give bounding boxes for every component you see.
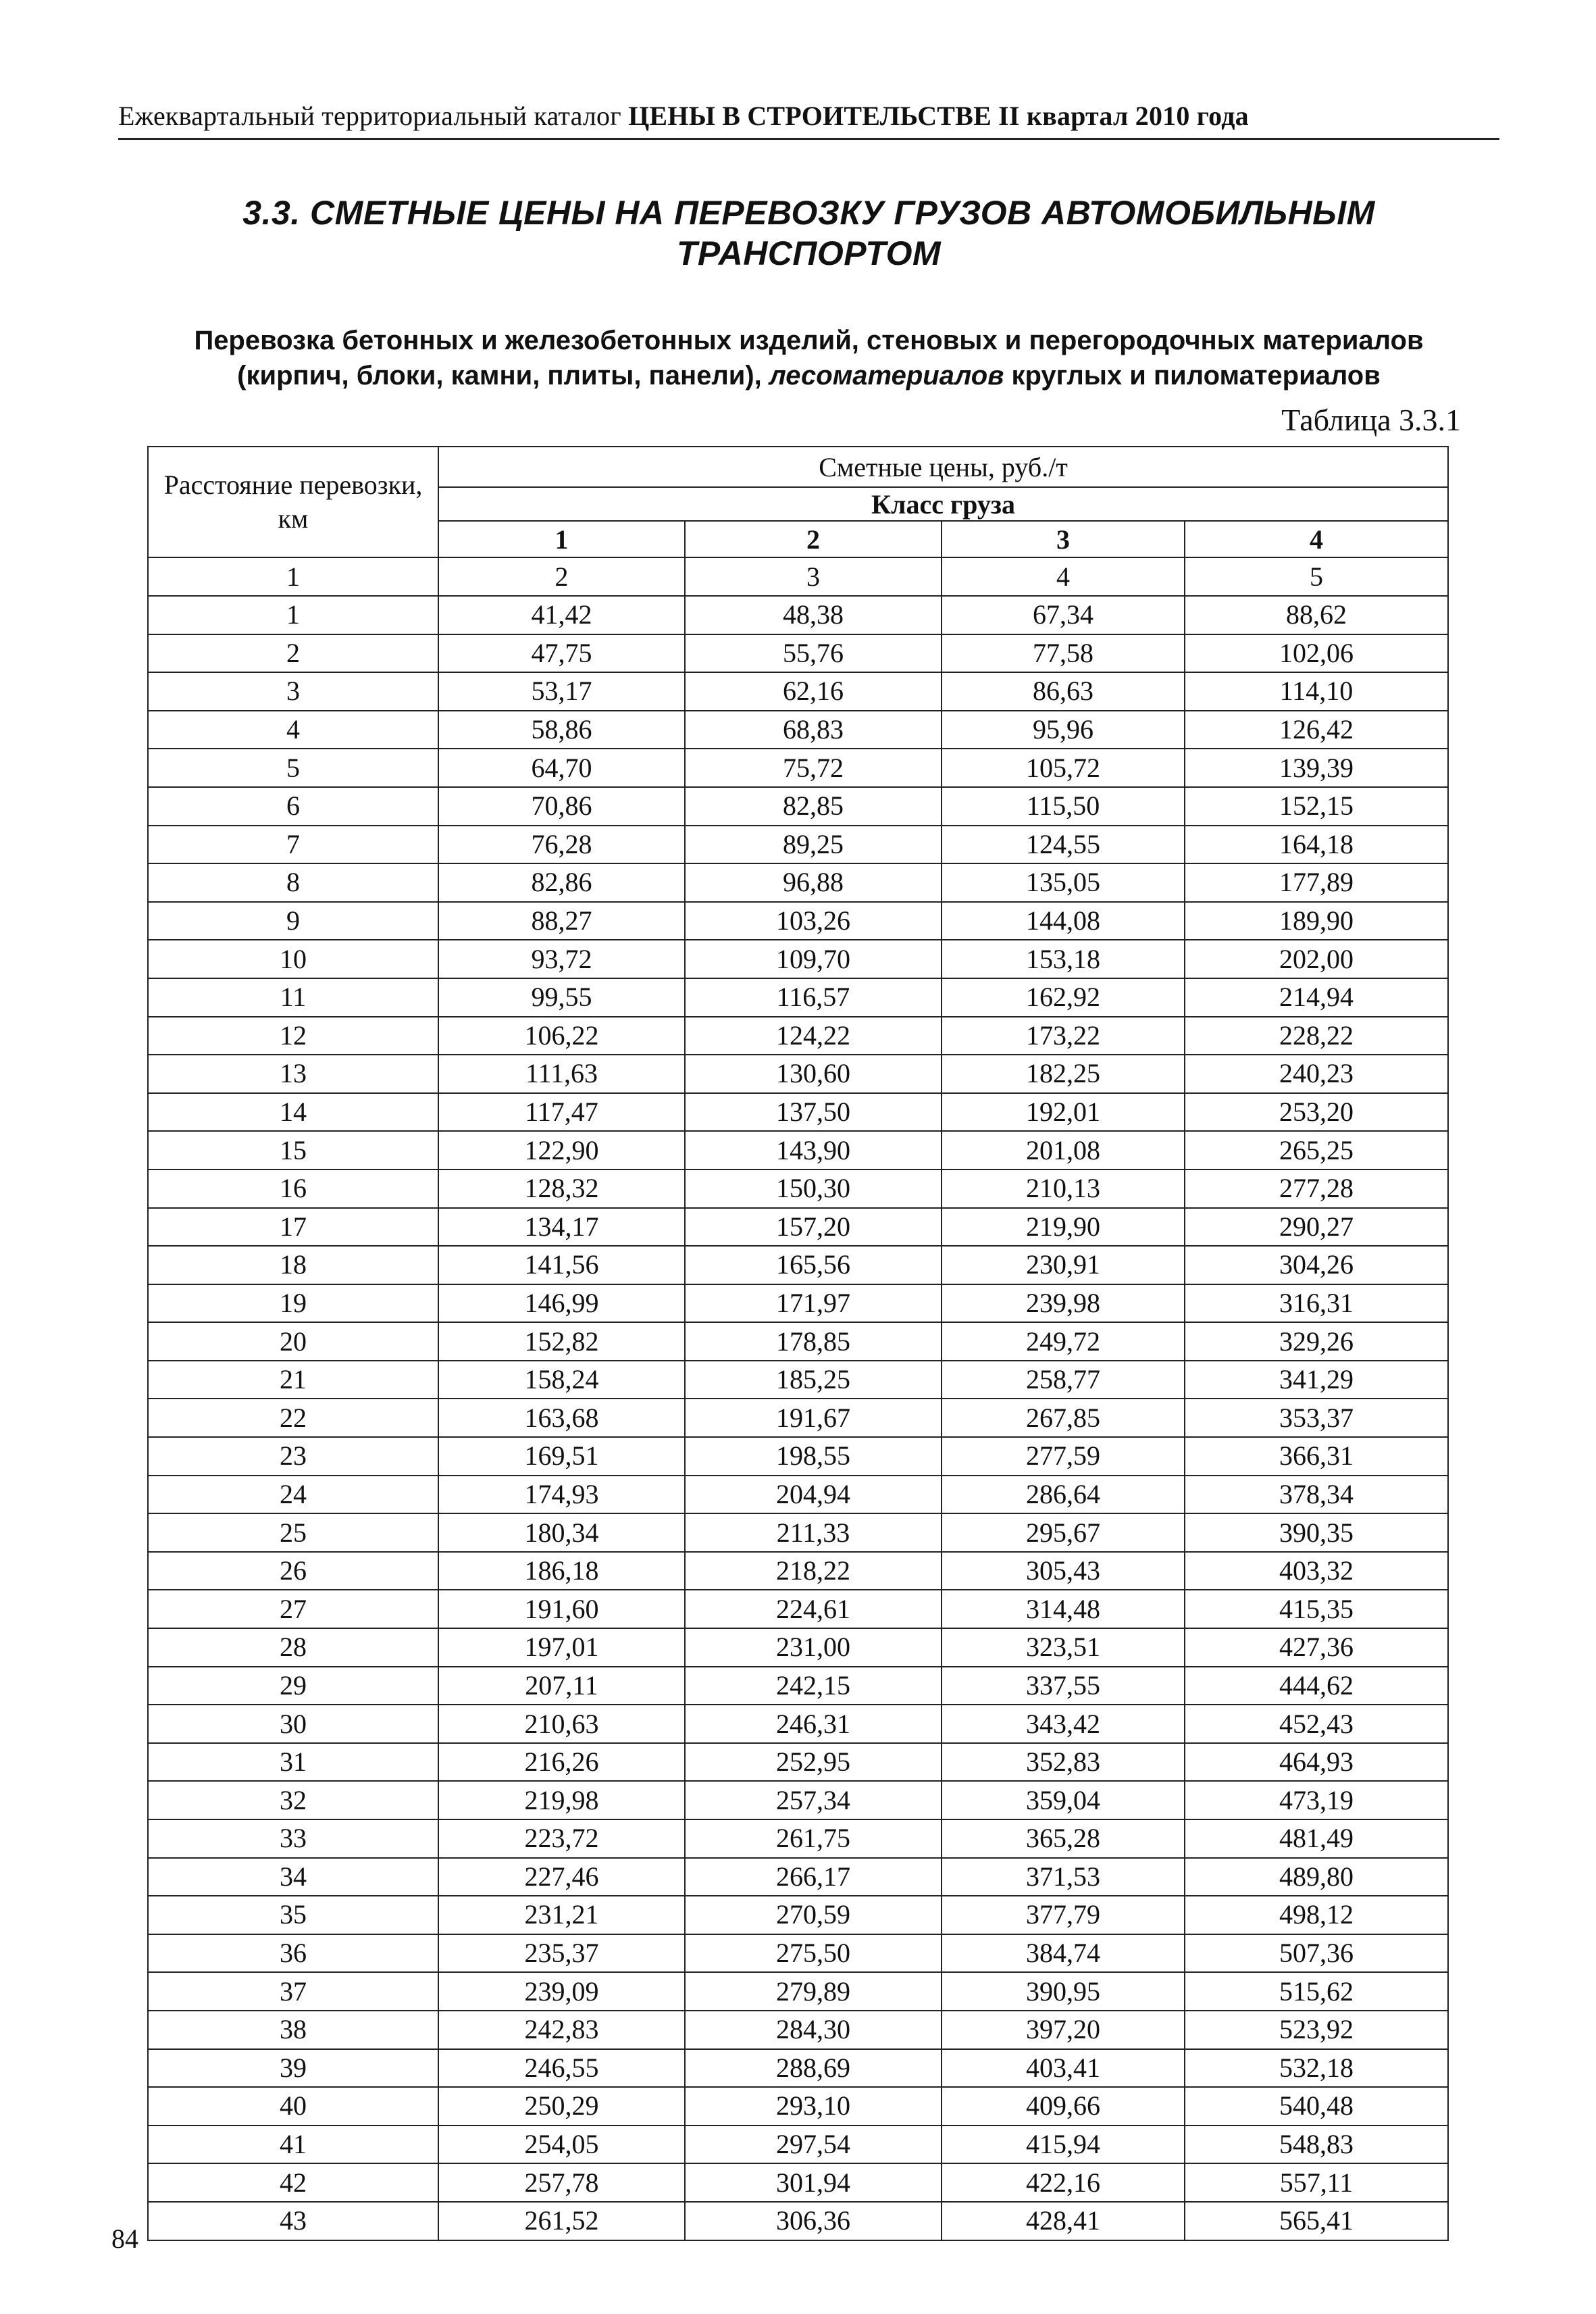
class3-price-cell: 371,53 xyxy=(942,1858,1185,1896)
table-row xyxy=(148,2011,1448,2049)
distance-cell: 3 xyxy=(148,672,438,711)
class1-price-cell: 223,72 xyxy=(438,1819,685,1858)
column-number-row xyxy=(148,557,1448,596)
column-number: 2 xyxy=(438,557,685,596)
subtitle-line2-c: круглых и пиломатериалов xyxy=(1011,361,1381,391)
class3-price-cell: 286,64 xyxy=(942,1476,1185,1514)
class4-price-cell: 88,62 xyxy=(1185,596,1448,634)
header-prefix: Ежеквартальный территориальный каталог xyxy=(118,101,621,131)
class4-price-cell: 498,12 xyxy=(1185,1896,1448,1934)
table-row xyxy=(148,1934,1448,1973)
class3-price-cell: 258,77 xyxy=(942,1361,1185,1399)
class4-price-cell: 277,28 xyxy=(1185,1169,1448,1208)
class4-price-cell: 265,25 xyxy=(1185,1131,1448,1169)
distance-cell: 8 xyxy=(148,863,438,902)
distance-cell: 13 xyxy=(148,1055,438,1093)
table-row xyxy=(148,2126,1448,2164)
class2-price-cell: 157,20 xyxy=(685,1208,942,1247)
class1-price-cell: 58,86 xyxy=(438,711,685,749)
distance-cell: 32 xyxy=(148,1781,438,1819)
class-column-3: 3 xyxy=(942,521,1185,557)
class1-price-cell: 180,34 xyxy=(438,1513,685,1552)
class1-price-cell: 246,55 xyxy=(438,2049,685,2088)
class2-price-cell: 257,34 xyxy=(685,1781,942,1819)
distance-cell: 39 xyxy=(148,2049,438,2088)
table-row xyxy=(148,596,1448,634)
distance-cell: 22 xyxy=(148,1399,438,1437)
table-row xyxy=(148,1322,1448,1361)
class1-price-cell: 146,99 xyxy=(438,1284,685,1323)
class1-price-cell: 152,82 xyxy=(438,1322,685,1361)
class3-price-cell: 95,96 xyxy=(942,711,1185,749)
distance-cell: 31 xyxy=(148,1743,438,1782)
class3-price-cell: 144,08 xyxy=(942,902,1185,940)
class3-price-cell: 77,58 xyxy=(942,634,1185,673)
distance-cell: 37 xyxy=(148,1972,438,2011)
distance-cell: 33 xyxy=(148,1819,438,1858)
class2-price-cell: 75,72 xyxy=(685,749,942,787)
class1-price-cell: 219,98 xyxy=(438,1781,685,1819)
class3-price-cell: 422,16 xyxy=(942,2163,1185,2202)
class4-price-cell: 102,06 xyxy=(1185,634,1448,673)
distance-cell: 1 xyxy=(148,596,438,634)
distance-cell: 17 xyxy=(148,1208,438,1247)
class1-price-cell: 53,17 xyxy=(438,672,685,711)
class3-price-cell: 210,13 xyxy=(942,1169,1185,1208)
class4-price-cell: 557,11 xyxy=(1185,2163,1448,2202)
class4-price-cell: 240,23 xyxy=(1185,1055,1448,1093)
table-row xyxy=(148,1246,1448,1284)
distance-cell: 23 xyxy=(148,1437,438,1476)
class4-price-cell: 473,19 xyxy=(1185,1781,1448,1819)
table-row xyxy=(148,1858,1448,1896)
table-row xyxy=(148,2049,1448,2088)
distance-cell: 11 xyxy=(148,978,438,1017)
table-row xyxy=(148,1781,1448,1819)
class4-price-cell: 304,26 xyxy=(1185,1246,1448,1284)
running-header xyxy=(118,100,1499,138)
distance-cell: 20 xyxy=(148,1322,438,1361)
table-row xyxy=(148,749,1448,787)
class4-price-cell: 548,83 xyxy=(1185,2126,1448,2164)
class3-price-cell: 314,48 xyxy=(942,1590,1185,1628)
section-title-line2: ТРАНСПОРТОМ xyxy=(676,234,942,272)
page-number: 84 xyxy=(111,2223,138,2254)
class4-price-cell: 523,92 xyxy=(1185,2011,1448,2049)
class2-price-cell: 109,70 xyxy=(685,940,942,978)
class2-price-cell: 130,60 xyxy=(685,1055,942,1093)
class2-price-cell: 48,38 xyxy=(685,596,942,634)
distance-cell: 18 xyxy=(148,1246,438,1284)
class4-price-cell: 341,29 xyxy=(1185,1361,1448,1399)
class2-price-cell: 171,97 xyxy=(685,1284,942,1323)
class4-price-cell: 214,94 xyxy=(1185,978,1448,1017)
class3-price-cell: 428,41 xyxy=(942,2202,1185,2240)
distance-cell: 30 xyxy=(148,1705,438,1743)
class2-price-cell: 218,22 xyxy=(685,1552,942,1590)
header-catalog-title: ЦЕНЫ В СТРОИТЕЛЬСТВЕ II квартал 2010 года xyxy=(628,101,1249,131)
class4-price-cell: 177,89 xyxy=(1185,863,1448,902)
class3-price-cell: 397,20 xyxy=(942,2011,1185,2049)
class-column-4: 4 xyxy=(1185,521,1448,557)
class4-price-cell: 427,36 xyxy=(1185,1628,1448,1667)
class3-price-cell: 295,67 xyxy=(942,1513,1185,1552)
subtitle-line2 xyxy=(118,358,1499,393)
table-row xyxy=(148,1705,1448,1743)
class1-price-cell: 186,18 xyxy=(438,1552,685,1590)
table-row xyxy=(148,1437,1448,1476)
distance-cell: 21 xyxy=(148,1361,438,1399)
class1-price-cell: 250,29 xyxy=(438,2087,685,2126)
class2-price-cell: 116,57 xyxy=(685,978,942,1017)
class4-price-cell: 444,62 xyxy=(1185,1667,1448,1705)
table-row xyxy=(148,2163,1448,2202)
table-row xyxy=(148,2087,1448,2126)
class4-price-cell: 403,32 xyxy=(1185,1552,1448,1590)
distance-cell: 38 xyxy=(148,2011,438,2049)
class2-price-cell: 103,26 xyxy=(685,902,942,940)
distance-cell: 2 xyxy=(148,634,438,673)
prices-header: Сметные цены, руб./т xyxy=(438,447,1448,487)
class1-price-cell: 128,32 xyxy=(438,1169,685,1208)
class2-price-cell: 297,54 xyxy=(685,2126,942,2164)
distance-cell: 29 xyxy=(148,1667,438,1705)
class1-price-cell: 254,05 xyxy=(438,2126,685,2164)
class4-price-cell: 228,22 xyxy=(1185,1017,1448,1055)
distance-header: Расстояние перевозки, км xyxy=(148,447,438,557)
class2-price-cell: 89,25 xyxy=(685,826,942,864)
class4-price-cell: 366,31 xyxy=(1185,1437,1448,1476)
class1-price-cell: 235,37 xyxy=(438,1934,685,1973)
class3-price-cell: 267,85 xyxy=(942,1399,1185,1437)
distance-cell: 19 xyxy=(148,1284,438,1323)
class1-price-cell: 122,90 xyxy=(438,1131,685,1169)
class3-price-cell: 409,66 xyxy=(942,2087,1185,2126)
class3-price-cell: 249,72 xyxy=(942,1322,1185,1361)
table-row xyxy=(148,902,1448,940)
class1-price-cell: 210,63 xyxy=(438,1705,685,1743)
class1-price-cell: 207,11 xyxy=(438,1667,685,1705)
distance-cell: 12 xyxy=(148,1017,438,1055)
class4-price-cell: 464,93 xyxy=(1185,1743,1448,1782)
class2-price-cell: 246,31 xyxy=(685,1705,942,1743)
distance-cell: 25 xyxy=(148,1513,438,1552)
class1-price-cell: 227,46 xyxy=(438,1858,685,1896)
table-row xyxy=(148,1208,1448,1247)
section-title-line1: 3.3. СМЕТНЫЕ ЦЕНЫ НА ПЕРЕВОЗКУ ГРУЗОВ АВТОМОБИЛЬНЫМ xyxy=(242,194,1375,232)
class2-price-cell: 288,69 xyxy=(685,2049,942,2088)
class4-price-cell: 114,10 xyxy=(1185,672,1448,711)
class4-price-cell: 253,20 xyxy=(1185,1093,1448,1132)
class2-price-cell: 185,25 xyxy=(685,1361,942,1399)
class4-price-cell: 139,39 xyxy=(1185,749,1448,787)
column-number: 5 xyxy=(1185,557,1448,596)
class2-price-cell: 143,90 xyxy=(685,1131,942,1169)
distance-cell: 34 xyxy=(148,1858,438,1896)
table-row xyxy=(148,1743,1448,1782)
column-number: 4 xyxy=(942,557,1185,596)
class1-price-cell: 99,55 xyxy=(438,978,685,1017)
class1-price-cell: 141,56 xyxy=(438,1246,685,1284)
class3-price-cell: 153,18 xyxy=(942,940,1185,978)
class4-price-cell: 390,35 xyxy=(1185,1513,1448,1552)
class3-price-cell: 219,90 xyxy=(942,1208,1185,1247)
class4-price-cell: 532,18 xyxy=(1185,2049,1448,2088)
class3-price-cell: 239,98 xyxy=(942,1284,1185,1323)
class1-price-cell: 174,93 xyxy=(438,1476,685,1514)
class2-price-cell: 150,30 xyxy=(685,1169,942,1208)
class4-price-cell: 290,27 xyxy=(1185,1208,1448,1247)
distance-cell: 5 xyxy=(148,749,438,787)
table-row xyxy=(148,940,1448,978)
table-row xyxy=(148,826,1448,864)
class3-price-cell: 135,05 xyxy=(942,863,1185,902)
class3-price-cell: 182,25 xyxy=(942,1055,1185,1093)
class4-price-cell: 415,35 xyxy=(1185,1590,1448,1628)
class4-price-cell: 126,42 xyxy=(1185,711,1448,749)
class2-price-cell: 293,10 xyxy=(685,2087,942,2126)
class3-price-cell: 377,79 xyxy=(942,1896,1185,1934)
class3-price-cell: 359,04 xyxy=(942,1781,1185,1819)
class4-price-cell: 378,34 xyxy=(1185,1476,1448,1514)
class-column-1: 1 xyxy=(438,521,685,557)
class4-price-cell: 164,18 xyxy=(1185,826,1448,864)
class1-price-cell: 47,75 xyxy=(438,634,685,673)
table-row xyxy=(148,787,1448,826)
table-row xyxy=(148,711,1448,749)
class1-price-cell: 163,68 xyxy=(438,1399,685,1437)
subtitle-line2-a: (кирпич, блоки, камни, плиты, панели), xyxy=(237,361,762,391)
class3-price-cell: 390,95 xyxy=(942,1972,1185,2011)
subtitle-line2-b: лесоматериалов xyxy=(769,361,1004,391)
class2-price-cell: 124,22 xyxy=(685,1017,942,1055)
class1-price-cell: 88,27 xyxy=(438,902,685,940)
class4-price-cell: 202,00 xyxy=(1185,940,1448,978)
table-body xyxy=(148,596,1448,2240)
class4-price-cell: 189,90 xyxy=(1185,902,1448,940)
class4-price-cell: 152,15 xyxy=(1185,787,1448,826)
class4-price-cell: 507,36 xyxy=(1185,1934,1448,1973)
class1-price-cell: 242,83 xyxy=(438,2011,685,2049)
table-row xyxy=(148,1972,1448,2011)
table-row xyxy=(148,672,1448,711)
table-row xyxy=(148,1361,1448,1399)
class3-price-cell: 277,59 xyxy=(942,1437,1185,1476)
class4-price-cell: 353,37 xyxy=(1185,1399,1448,1437)
class2-price-cell: 55,76 xyxy=(685,634,942,673)
class1-price-cell: 82,86 xyxy=(438,863,685,902)
table-row xyxy=(148,1399,1448,1437)
class3-price-cell: 124,55 xyxy=(942,826,1185,864)
class2-price-cell: 137,50 xyxy=(685,1093,942,1132)
class2-price-cell: 284,30 xyxy=(685,2011,942,2049)
table-row xyxy=(148,1513,1448,1552)
class3-price-cell: 337,55 xyxy=(942,1667,1185,1705)
table-row xyxy=(148,1628,1448,1667)
distance-cell: 24 xyxy=(148,1476,438,1514)
class1-price-cell: 41,42 xyxy=(438,596,685,634)
distance-cell: 4 xyxy=(148,711,438,749)
class3-price-cell: 305,43 xyxy=(942,1552,1185,1590)
class2-price-cell: 198,55 xyxy=(685,1437,942,1476)
subtitle-line1: Перевозка бетонных и железобетонных изделий, стеновых и перегородочных материалов xyxy=(194,326,1424,355)
distance-cell: 16 xyxy=(148,1169,438,1208)
class3-price-cell: 115,50 xyxy=(942,787,1185,826)
class2-price-cell: 266,17 xyxy=(685,1858,942,1896)
distance-cell: 28 xyxy=(148,1628,438,1667)
table-row xyxy=(148,1667,1448,1705)
class3-price-cell: 162,92 xyxy=(942,978,1185,1017)
class1-price-cell: 106,22 xyxy=(438,1017,685,1055)
class1-price-cell: 111,63 xyxy=(438,1055,685,1093)
class1-price-cell: 70,86 xyxy=(438,787,685,826)
distance-cell: 35 xyxy=(148,1896,438,1934)
class3-price-cell: 352,83 xyxy=(942,1743,1185,1782)
class4-price-cell: 489,80 xyxy=(1185,1858,1448,1896)
table-row xyxy=(148,1284,1448,1323)
class2-price-cell: 224,61 xyxy=(685,1590,942,1628)
class3-price-cell: 415,94 xyxy=(942,2126,1185,2164)
distance-cell: 40 xyxy=(148,2087,438,2126)
class2-price-cell: 82,85 xyxy=(685,787,942,826)
table-row xyxy=(148,634,1448,673)
class1-price-cell: 76,28 xyxy=(438,826,685,864)
class2-price-cell: 211,33 xyxy=(685,1513,942,1552)
distance-cell: 7 xyxy=(148,826,438,864)
class-header: Класс груза xyxy=(438,487,1448,521)
class1-price-cell: 197,01 xyxy=(438,1628,685,1667)
class3-price-cell: 323,51 xyxy=(942,1628,1185,1667)
table-row xyxy=(148,1552,1448,1590)
section-title xyxy=(118,193,1499,274)
table-label: Таблица 3.3.1 xyxy=(1281,403,1461,437)
distance-cell: 27 xyxy=(148,1590,438,1628)
class3-price-cell: 343,42 xyxy=(942,1705,1185,1743)
class4-price-cell: 452,43 xyxy=(1185,1705,1448,1743)
class2-price-cell: 191,67 xyxy=(685,1399,942,1437)
class1-price-cell: 169,51 xyxy=(438,1437,685,1476)
class3-price-cell: 230,91 xyxy=(942,1246,1185,1284)
class3-price-cell: 67,34 xyxy=(942,596,1185,634)
distance-cell: 10 xyxy=(148,940,438,978)
class1-price-cell: 231,21 xyxy=(438,1896,685,1934)
class2-price-cell: 261,75 xyxy=(685,1819,942,1858)
class2-price-cell: 165,56 xyxy=(685,1246,942,1284)
class1-price-cell: 93,72 xyxy=(438,940,685,978)
class2-price-cell: 68,83 xyxy=(685,711,942,749)
class2-price-cell: 306,36 xyxy=(685,2202,942,2240)
distance-cell: 41 xyxy=(148,2126,438,2164)
table-row xyxy=(148,1590,1448,1628)
class3-price-cell: 173,22 xyxy=(942,1017,1185,1055)
table-subtitle xyxy=(118,323,1499,393)
table-row xyxy=(148,1093,1448,1132)
class1-price-cell: 134,17 xyxy=(438,1208,685,1247)
table-row xyxy=(148,2202,1448,2240)
class3-price-cell: 105,72 xyxy=(942,749,1185,787)
class4-price-cell: 565,41 xyxy=(1185,2202,1448,2240)
class1-price-cell: 64,70 xyxy=(438,749,685,787)
distance-cell: 15 xyxy=(148,1131,438,1169)
class2-price-cell: 178,85 xyxy=(685,1322,942,1361)
class1-price-cell: 117,47 xyxy=(438,1093,685,1132)
class2-price-cell: 62,16 xyxy=(685,672,942,711)
prices-table xyxy=(147,446,1449,2241)
class1-price-cell: 216,26 xyxy=(438,1743,685,1782)
table-row xyxy=(148,1819,1448,1858)
class3-price-cell: 201,08 xyxy=(942,1131,1185,1169)
class3-price-cell: 86,63 xyxy=(942,672,1185,711)
table-row xyxy=(148,978,1448,1017)
class2-price-cell: 301,94 xyxy=(685,2163,942,2202)
distance-cell: 43 xyxy=(148,2202,438,2240)
class1-price-cell: 261,52 xyxy=(438,2202,685,2240)
class2-price-cell: 204,94 xyxy=(685,1476,942,1514)
distance-cell: 9 xyxy=(148,902,438,940)
class4-price-cell: 316,31 xyxy=(1185,1284,1448,1323)
class4-price-cell: 540,48 xyxy=(1185,2087,1448,2126)
distance-cell: 14 xyxy=(148,1093,438,1132)
distance-cell: 26 xyxy=(148,1552,438,1590)
class2-price-cell: 252,95 xyxy=(685,1743,942,1782)
class2-price-cell: 96,88 xyxy=(685,863,942,902)
table-row xyxy=(148,1476,1448,1514)
class3-price-cell: 403,41 xyxy=(942,2049,1185,2088)
class1-price-cell: 191,60 xyxy=(438,1590,685,1628)
class2-price-cell: 231,00 xyxy=(685,1628,942,1667)
column-number: 3 xyxy=(685,557,942,596)
class2-price-cell: 275,50 xyxy=(685,1934,942,1973)
distance-cell: 36 xyxy=(148,1934,438,1973)
class3-price-cell: 384,74 xyxy=(942,1934,1185,1973)
table-row xyxy=(148,863,1448,902)
class4-price-cell: 481,49 xyxy=(1185,1819,1448,1858)
table-row xyxy=(148,1131,1448,1169)
class4-price-cell: 329,26 xyxy=(1185,1322,1448,1361)
table-row xyxy=(148,1055,1448,1093)
class2-price-cell: 270,59 xyxy=(685,1896,942,1934)
class1-price-cell: 158,24 xyxy=(438,1361,685,1399)
class1-price-cell: 257,78 xyxy=(438,2163,685,2202)
class1-price-cell: 239,09 xyxy=(438,1972,685,2011)
table-row xyxy=(148,1017,1448,1055)
table-row xyxy=(148,1169,1448,1208)
class2-price-cell: 242,15 xyxy=(685,1667,942,1705)
header-rule xyxy=(118,138,1499,140)
table-row xyxy=(148,1896,1448,1934)
class-column-2: 2 xyxy=(685,521,942,557)
distance-cell: 42 xyxy=(148,2163,438,2202)
class3-price-cell: 365,28 xyxy=(942,1819,1185,1858)
class2-price-cell: 279,89 xyxy=(685,1972,942,2011)
class3-price-cell: 192,01 xyxy=(942,1093,1185,1132)
distance-cell: 6 xyxy=(148,787,438,826)
class4-price-cell: 515,62 xyxy=(1185,1972,1448,2011)
column-number: 1 xyxy=(148,557,438,596)
